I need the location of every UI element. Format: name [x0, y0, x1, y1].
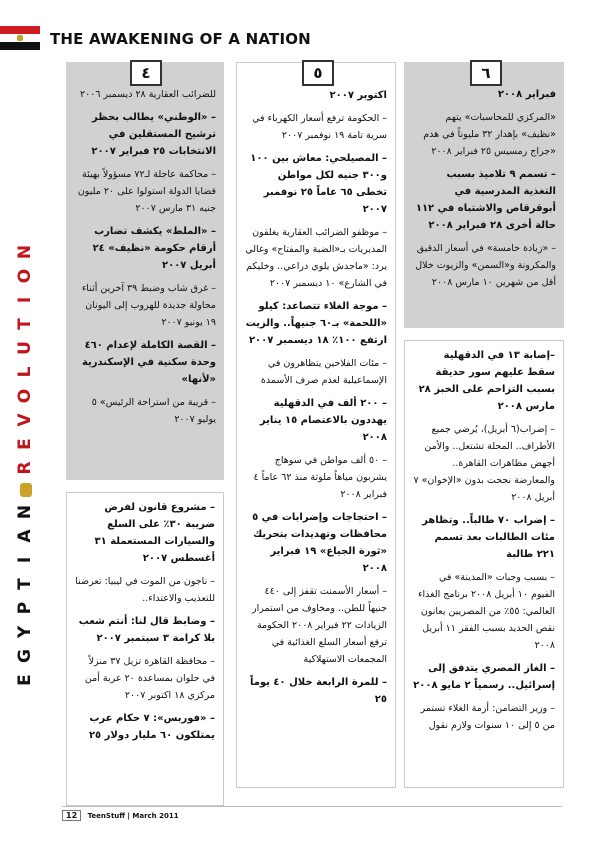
list-item: – الحكومة ترفع أسعار الكهرباء في سرية تامة ١٩ نوفمبر ٢٠٠٧	[252, 113, 387, 141]
vertical-title-letter: Y	[15, 625, 35, 639]
list-item: – قريبة من استراحة الرئيس» ٥ يوليو ٢٠٠٧	[91, 397, 216, 425]
list-item: – للمرة الرابعة خلال ٤٠ يوماً ٢٥	[249, 677, 387, 705]
list-item: –إصابة ١٣ في الدقهلية سقط عليهم سور حديقة بسبب التزاحم على الخبز ٢٨ مارس ٢٠٠٨	[418, 350, 555, 412]
egypt-flag-icon	[0, 26, 40, 50]
list-item: – الغاز المصري يتدفق إلى إسرائيل.. رسمياً ٢ مايو ٢٠٠٨	[413, 663, 555, 691]
list-item: – ٢٠٠ ألف في الدقهلية يهددون بالاعتصام ١٥ يناير ٢٠٠٨	[259, 398, 387, 443]
list-item: – بسبب وجبات «المدينة» في الفيوم ١٠ أبريل ٢٠٠٨ برنامج الغذاء العالمي: ٥٥٪ من المصريين يعانون نقص الحديد بسبب الفقر ١١ أبريل ٢٠٠٨	[418, 572, 555, 651]
list-item: – «الوطني» يطالب بحظر ترشيح المستقلين في الانتخابات ٢٥ فبراير ٢٠٠٧	[91, 112, 216, 157]
vertical-title-letter: I	[15, 296, 35, 304]
list-item: – «الملط» يكشف تضارب أرقام حكومة «نظيف» ٢٤ أبريل ٢٠٠٧	[92, 226, 216, 271]
vertical-title	[6, 240, 46, 840]
list-item: – إضراب(٦ أبريل)، يُرضي جميع الأطراف.. المحلة تشتعل.. والأمن أجهض مظاهرات القاهرة.. والمعارضة نجحت بدون «الإخوان» ٧ أبريل ٢٠٠٨	[413, 424, 555, 503]
vertical-title-letter: G	[15, 649, 35, 663]
vertical-title-letter: O	[15, 388, 35, 404]
list-item: – احتجاجات وإضرابات في ٥ محافظات وتهديدات بتحريك «ثورة الجياع» ١٩ فبراير ٢٠٠٨	[252, 512, 387, 574]
vertical-title-letter: E	[15, 674, 35, 686]
list-item: – القصة الكاملة لإعدام ٤٦٠ وحدة سكنية في الإسكندرية «لأنها»	[81, 340, 216, 385]
vertical-title-letter: T	[15, 318, 35, 330]
list-item: – غرق شاب وضبط ٣٩ آخرين أثناء محاولة جديدة للهروب إلى اليونان ١٩ يونيو ٢٠٠٧	[81, 283, 216, 328]
page-number: 12	[62, 810, 81, 821]
list-item: – «فوربس»: ٧ حكام عرب يمتلكون ٦٠ مليار دولار ٢٥	[88, 713, 215, 741]
vertical-title-letter: I	[15, 556, 35, 564]
list-item: – أسعار الأسمنت تقفز إلى ٤٤٠ جنيهاً للطن.. ومخاوف من استمرار الزيادات ٢٢ فبراير ٢٠٠٨ الحكومة ترفع أسعار السلع الغذائية في المجمعات الاستهلاكية	[252, 586, 387, 665]
list-item: – المصيلحي: معاش بين ١٠٠ و٣٠٠ جنيه لكل مواطن تخطى ٦٥ عاماً ٢٥ نوفمبر ٢٠٠٧	[250, 153, 387, 215]
list-item: – إضراب ٧٠ طالباً.. وتظاهر مئات الطالبات بعد تسمم ٢٢١ طالبة	[422, 515, 555, 560]
column-4	[66, 62, 224, 806]
list-item: – مشروع قانون لفرض ضريبة ٣٠٪ على السلع والسيارات المستعملة ٣١ أغسطس ٢٠٠٧	[94, 502, 215, 564]
vertical-title-letter: L	[15, 366, 35, 378]
list-item: – ٥٠ ألف مواطن في سوهاج يشربون مياهاً ملوثة منذ ٦٢ عاماً ٤ فبراير ٢٠٠٨	[253, 455, 387, 500]
footer-divider	[62, 806, 562, 807]
vertical-title-letter: V	[15, 413, 35, 427]
list-item: – «زيادة خامسة» في أسعار الدقيق والمكرونة و«السمن» والزيوت خلال أقل من شهرين ١٠ مارس ٢٠٠٨	[415, 243, 556, 288]
column-number: ٥	[302, 60, 334, 86]
column-6	[404, 62, 564, 788]
list-item: – محاكمة عاجلة لـ٧٢ مسؤولاً بهيئة قضايا الدولة استولوا على ٢٠ مليون جنيه ٣١ مارس ٢٠٠٧	[77, 169, 216, 214]
list-item: – موظفو الضرائب العقارية يغلقون المديريات بـ«الضبة والمفتاح» وغالي يرد: «ماحدش يلوي دراعي.. وخليكم في الشارع» ١٠ ديسمبر ٢٠٠٧	[245, 227, 387, 289]
list-item: – تسمم ٩ تلاميذ بسبب التغذية المدرسية في أبوقرقاص والاشتباه في ١١٢ حالة أخرى ٢٨ فبراير ٢٠٠٨	[415, 169, 556, 231]
vertical-title-letter: E	[15, 438, 35, 450]
list-item: – مئات الفلاحين يتظاهرون في الإسماعيلية لعدم صرف الأسمدة	[260, 358, 387, 386]
footer	[62, 810, 179, 821]
page-title: THE AWAKENING OF A NATION	[50, 30, 311, 48]
column-5	[236, 62, 396, 788]
list-item: – وضابط قال لنا: أنتم شعب بلا كرامة ٣ سبتمبر ٢٠٠٧	[78, 616, 215, 644]
vertical-title-letter: N	[15, 504, 35, 520]
vertical-title-letter: U	[15, 341, 35, 355]
list-item: اكتوبر ٢٠٠٧	[329, 90, 387, 101]
column-number: ٦	[470, 60, 502, 86]
vertical-title-letter: N	[15, 244, 35, 260]
list-item: – محافظة القاهرة تزيل ٣٧ منزلاً في حلوان بمساعدة ٢٠ عربة أمن مركزي ١٨ اكتوبر ٢٠٠٧	[84, 656, 215, 701]
vertical-title-letter: P	[15, 601, 35, 615]
list-item: فبراير ٢٠٠٨	[497, 89, 556, 100]
list-item: – وزير التضامن: أزمة الغلاء تستمر من ٥ إلى ١٠ سنوات ولازم نقول	[420, 703, 555, 731]
vertical-title-letter: T	[15, 578, 35, 590]
list-item: – موجة الغلاء تتصاعد: كيلو «اللحمة» بـ٦٠ جنيهاً.. والزيت ارتفع ١٠٠٪ ١٨ ديسمبر ٢٠٠٧	[245, 301, 387, 346]
vertical-title-letter: A	[15, 529, 35, 543]
magazine-name: TeenStuff | March 2011	[87, 812, 179, 820]
list-item: للضرائب العقارية ٢٨ ديسمبر ٢٠٠٦	[80, 89, 216, 100]
vertical-title-letter: O	[15, 268, 35, 284]
list-item: «المركزي للمحاسبات» يتهم «نظيف» بإهدار ٣٢ مليوناً في هدم «جراج رمسيس ٢٥ فبراير ٢٠٠٨	[423, 112, 556, 157]
list-item: – ناجون من الموت في ليبيا: تعرضنا للتعذيب والاعتداء..	[75, 576, 215, 604]
vertical-title-letter: R	[15, 461, 35, 475]
column-number: ٤	[130, 60, 162, 86]
